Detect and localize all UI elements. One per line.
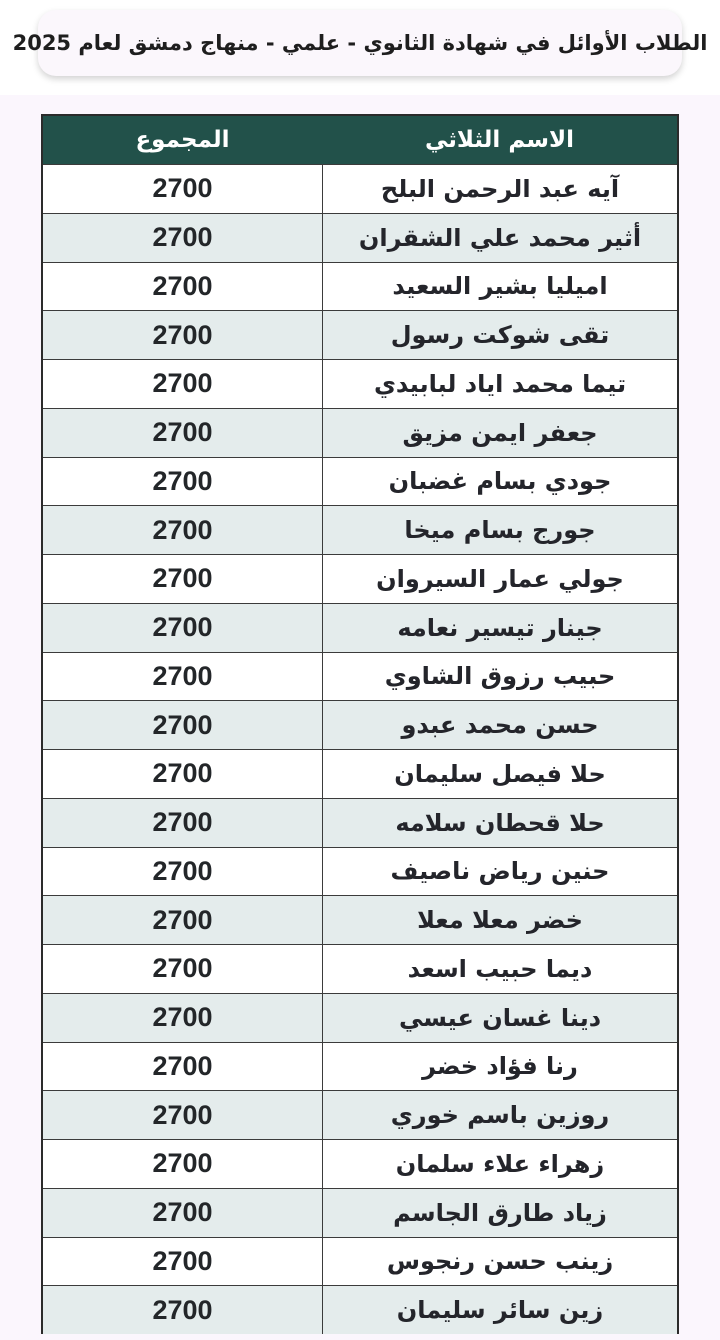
page-title: الطلاب الأوائل في شهادة الثانوي - علمي - منهاج دمشق لعام 2025	[12, 31, 708, 55]
total-score-cell: 2700	[152, 660, 213, 691]
total-score-cell: 2700	[152, 173, 213, 204]
table-body	[43, 164, 677, 1334]
student-name-cell: حسن محمد عبدو	[322, 701, 677, 749]
student-name-cell: حبيب رزوق الشاوي	[322, 653, 677, 701]
student-name-cell: تقى شوكت رسول	[322, 311, 677, 359]
total-score-cell: 2700	[152, 1245, 213, 1276]
student-name-cell: أثير محمد علي الشقران	[322, 214, 677, 262]
table-row	[43, 359, 677, 408]
table-row	[43, 944, 677, 993]
table-row	[43, 1042, 677, 1091]
total-score-cell: 2700	[152, 612, 213, 643]
student-name-cell: زينب حسن رنجوس	[322, 1238, 677, 1286]
student-name-cell: زياد طارق الجاسم	[322, 1189, 677, 1237]
student-name-cell: حلا قحطان سلامه	[322, 799, 677, 847]
table-row	[43, 1237, 677, 1286]
student-name-cell: ديما حبيب اسعد	[322, 945, 677, 993]
student-name-cell: حنين رياض ناصيف	[322, 848, 677, 896]
table-row	[43, 603, 677, 652]
total-score-cell: 2700	[152, 465, 213, 496]
title-card	[12, 10, 708, 76]
student-name-cell: جورج بسام ميخا	[322, 506, 677, 554]
header-area	[0, 0, 720, 95]
table-row	[43, 1285, 677, 1334]
table-row	[43, 652, 677, 701]
student-name-cell: زين سائر سليمان	[322, 1286, 677, 1334]
student-name-cell: اميليا بشير السعيد	[322, 263, 677, 311]
total-score-cell: 2700	[152, 855, 213, 886]
total-score-cell: 2700	[152, 417, 213, 448]
table-row	[43, 213, 677, 262]
table-row	[43, 749, 677, 798]
table-row	[43, 408, 677, 457]
total-score-cell: 2700	[152, 1099, 213, 1130]
total-score-cell: 2700	[152, 368, 213, 399]
table-header	[43, 116, 677, 164]
total-score-cell: 2700	[152, 319, 213, 350]
table-row	[43, 798, 677, 847]
student-name-cell: زهراء علاء سلمان	[322, 1140, 677, 1188]
total-score-cell: 2700	[152, 270, 213, 301]
table-row	[43, 505, 677, 554]
total-score-cell: 2700	[152, 1050, 213, 1081]
student-name-cell: رنا فؤاد خضر	[322, 1043, 677, 1091]
total-score-cell: 2700	[152, 807, 213, 838]
table-row	[43, 1188, 677, 1237]
table-row	[43, 554, 677, 603]
header-total: المجموع	[135, 127, 230, 153]
table-row	[43, 993, 677, 1042]
student-name-cell: جينار تيسير نعامه	[322, 604, 677, 652]
student-name-cell: حلا فيصل سليمان	[322, 750, 677, 798]
total-score-cell: 2700	[152, 758, 213, 789]
total-score-cell: 2700	[152, 709, 213, 740]
results-table	[41, 114, 679, 1334]
student-name-cell: تيما محمد اياد لبابيدي	[322, 360, 677, 408]
table-row	[43, 310, 677, 359]
student-name-cell: روزين باسم خوري	[322, 1091, 677, 1139]
total-score-cell: 2700	[152, 1197, 213, 1228]
table-row	[43, 164, 677, 213]
student-name-cell: آيه عبد الرحمن البلح	[322, 165, 677, 213]
table-row	[43, 1139, 677, 1188]
total-score-cell: 2700	[152, 1002, 213, 1033]
student-name-cell: خضر معلا معلا	[322, 896, 677, 944]
student-name-cell: جعفر ايمن مزيق	[322, 409, 677, 457]
total-score-cell: 2700	[152, 1294, 213, 1325]
table-row	[43, 895, 677, 944]
table-row	[43, 1090, 677, 1139]
table-row	[43, 700, 677, 749]
table-row	[43, 457, 677, 506]
student-name-cell: جولي عمار السيروان	[322, 555, 677, 603]
total-score-cell: 2700	[152, 563, 213, 594]
total-score-cell: 2700	[152, 222, 213, 253]
total-score-cell: 2700	[152, 1148, 213, 1179]
total-score-cell: 2700	[152, 953, 213, 984]
table-row	[43, 262, 677, 311]
table-row	[43, 847, 677, 896]
student-name-cell: دينا غسان عيسي	[322, 994, 677, 1042]
student-name-cell: جودي بسام غضبان	[322, 458, 677, 506]
total-score-cell: 2700	[152, 514, 213, 545]
total-score-cell: 2700	[152, 904, 213, 935]
header-name: الاسم الثلاثي	[425, 127, 574, 153]
